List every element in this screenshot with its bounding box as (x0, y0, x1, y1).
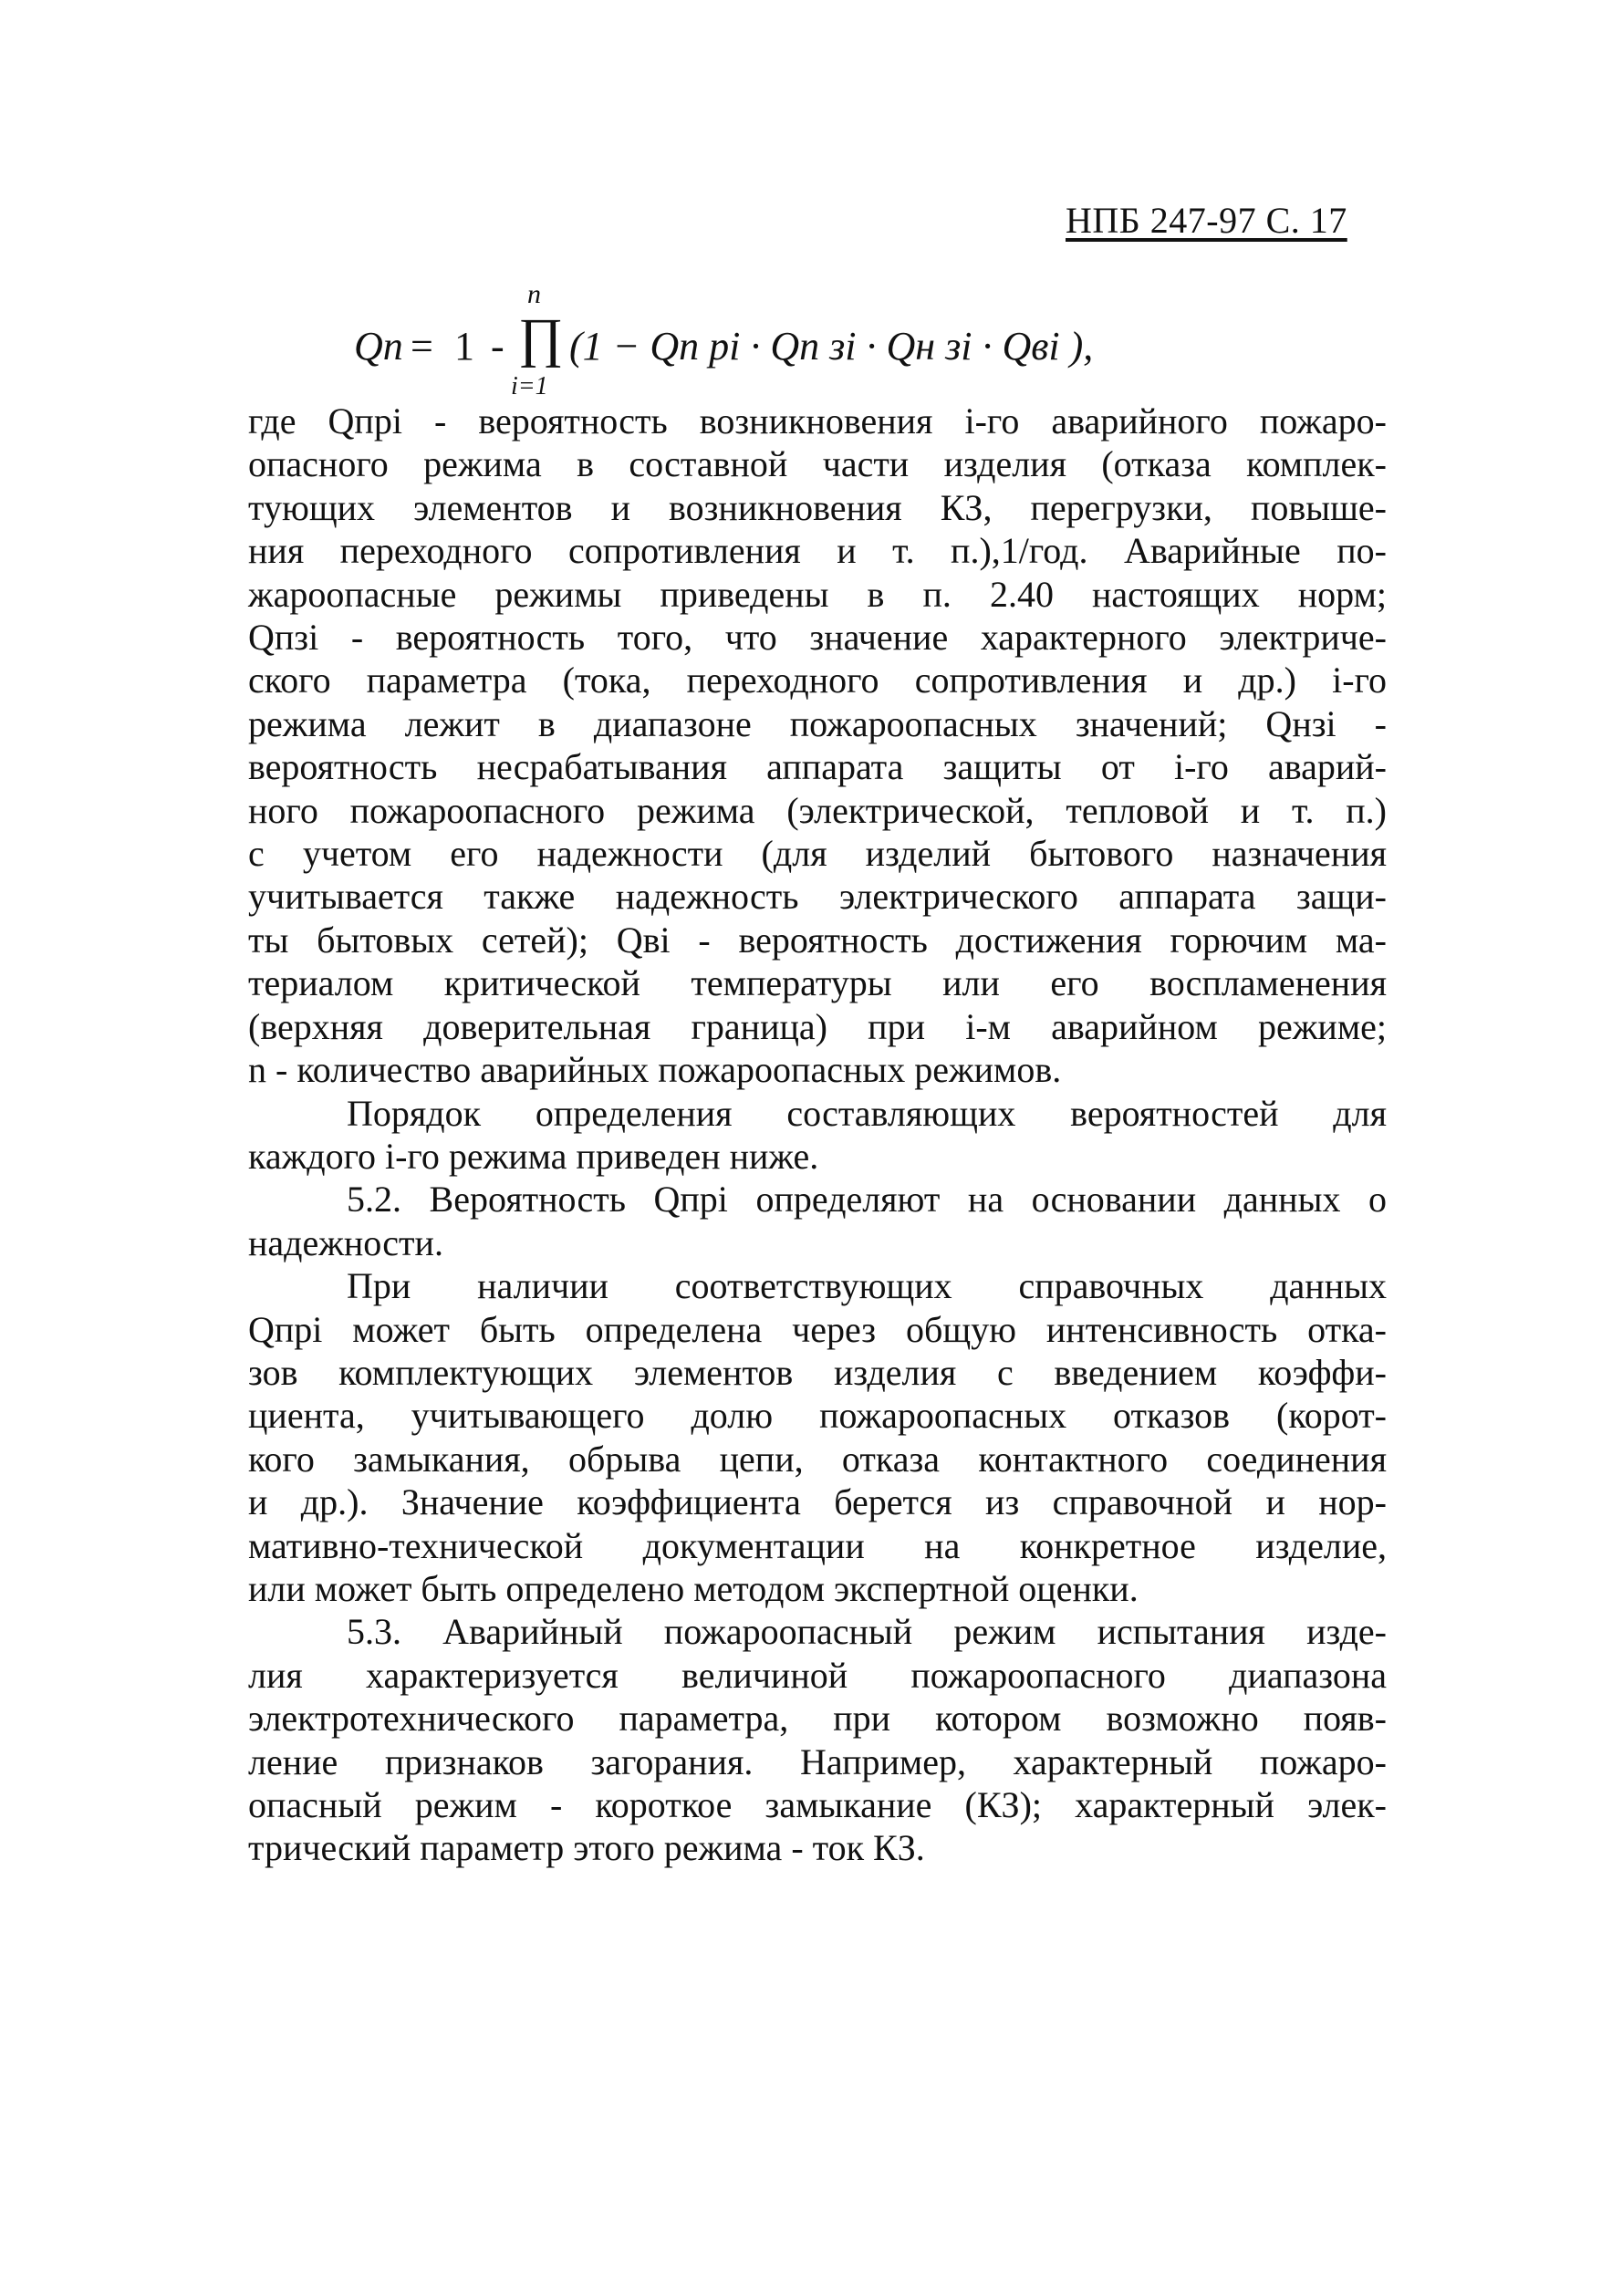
text-line: Порядок определения составляющих вероятностей для (347, 1092, 1387, 1134)
text-line: кого замыкания, обрыва цепи, отказа контактного соединения (248, 1438, 1387, 1480)
text-line: жароопасные режимы приведены в п. 2.40 настоящих норм; (248, 573, 1387, 615)
text-line: ного пожароопасного режима (электрической, тепловой и т. п.) (248, 789, 1387, 831)
text-line: где Qпрi - вероятность возникновения i-го аварийного пожаро- (248, 400, 1387, 442)
text-line: (верхняя доверительная граница) при i-м аварийном режиме; (248, 1005, 1387, 1047)
product-lower-limit: i=1 (511, 372, 548, 400)
text-line: опасный режим - короткое замыкание (КЗ); характерный элек- (248, 1784, 1387, 1825)
text-line: n - количество аварийных пожароопасных режимов. (248, 1049, 1062, 1091)
text-line: или может быть определено методом экспертной оценки. (248, 1567, 1139, 1609)
text-line: циента, учитывающего долю пожароопасных отказов (корот- (248, 1395, 1387, 1437)
paragraph-5-3 (248, 1610, 1387, 1869)
text-line: ты бытовых сетей); Qвi - вероятность достижения горючим ма- (248, 919, 1387, 961)
text-line: ского параметра (тока, переходного сопротивления и др.) i-го (248, 660, 1387, 701)
text-line: вероятность несрабатывания аппарата защиты от i-го аварий- (248, 746, 1387, 788)
text-line: При наличии соответствующих справочных данных (347, 1265, 1387, 1307)
text-line: зов комплектующих элементов изделия с введением коэффи- (248, 1351, 1387, 1393)
text-line: режима лежит в диапазоне пожароопасных значений; Qнзi - (248, 702, 1387, 744)
formula-one: 1 (454, 324, 474, 369)
text-line: электротехнического параметра, при котором возможно появ- (248, 1698, 1387, 1740)
text-line: и др.). Значение коэффициента берется из справочной и нор- (248, 1481, 1387, 1523)
product-upper-limit: n (527, 279, 541, 309)
text-line: Qпрi может быть определена через общую интенсивность отка- (248, 1308, 1387, 1350)
product-symbol: ∏ (518, 307, 564, 368)
page-header: НПБ 247-97 С. 17 (1066, 200, 1347, 241)
text-line: надежности. (248, 1221, 443, 1263)
formula-rhs: (1 − Qп рi · Qп зi · Qн зi · Qвi ), (569, 324, 1094, 369)
text-line: тующих элементов и возникновения КЗ, перегрузки, повыше- (248, 486, 1387, 528)
paragraph-reference-data (248, 1264, 1387, 1610)
text-line: опасного режима в составной части изделия (отказа комплек- (248, 443, 1387, 485)
text-line: ление признаков загорания. Например, характерный пожаро- (248, 1740, 1387, 1782)
text-line: ния переходного сопротивления и т. п.),1/год. Аварийные по- (248, 530, 1387, 572)
text-line: 5.2. Вероятность Qпрi определяют на основании данных о (347, 1179, 1387, 1221)
formula-minus: - (491, 324, 504, 369)
document-body (248, 400, 1387, 1870)
formula-equals: = (411, 324, 433, 369)
formula-lhs: Qп (354, 324, 403, 369)
text-line: трический параметр этого режима - ток КЗ. (248, 1827, 925, 1869)
text-line: мативно-технической документации на конкретное изделие, (248, 1524, 1387, 1566)
text-line: с учетом его надежности (для изделий бытового назначения (248, 833, 1387, 875)
text-line: 5.3. Аварийный пожароопасный режим испытания изде- (347, 1611, 1387, 1653)
text-line: каждого i-го режима приведен ниже. (248, 1135, 819, 1177)
paragraph-definitions (248, 400, 1387, 1092)
probability-formula (354, 274, 1094, 400)
paragraph-5-2 (248, 1178, 1387, 1264)
text-line: Qпзi - вероятность того, что значение характерного электриче- (248, 617, 1387, 659)
text-line: териалом критической температуры или его воспламенения (248, 962, 1387, 1004)
text-line: лия характеризуется величиной пожароопасного диапазона (248, 1654, 1387, 1696)
paragraph-order (248, 1092, 1387, 1179)
text-line: учитывается также надежность электрического аппарата защи- (248, 876, 1387, 918)
